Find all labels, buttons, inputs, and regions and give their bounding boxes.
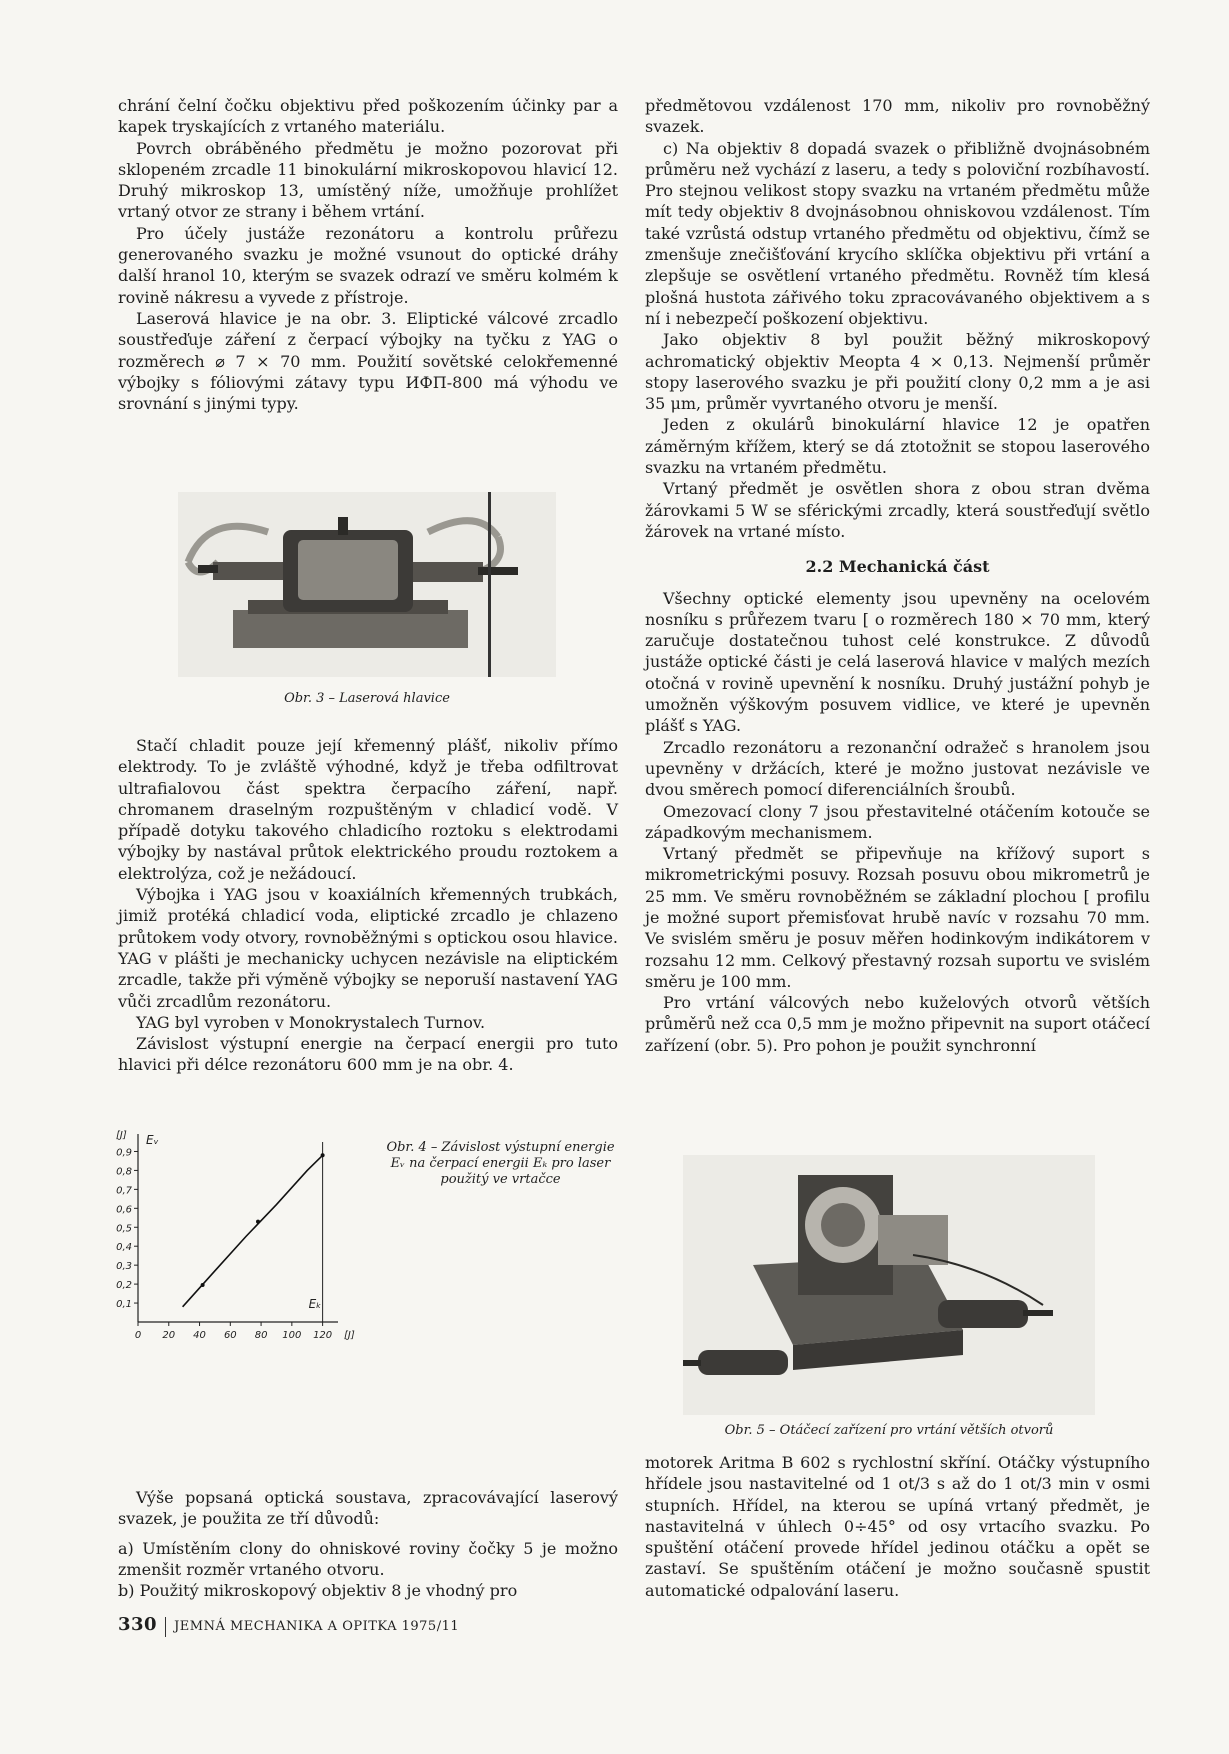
y-tick-label: 0,9 [116,1147,132,1159]
paragraph: Pro vrtání válcových nebo kuželových otvorů větších průměrů než cca 0,5 mm je možno připevnit na suport otáčecí zařízení (obr. 5). Pro pohon je použit synchronní [645,993,1150,1055]
section-heading: 2.2 Mechanická část [805,557,990,577]
paragraph: chrání čelní čočku objektivu před poškozením účinky par a kapek tryskajících z vrtaného materiálu. [118,96,618,137]
paragraph: Vrtaný předmět je osvětlen shora z obou stran dvěma žárovkami 5 W se sférickými zrcadly, která soustřeďují světlo žárovek na vrtané místo. [645,479,1150,541]
x-tick-label: 0 [134,1330,142,1341]
y-tick-label: 0,3 [116,1261,132,1273]
right-column-end [645,1452,1150,1601]
paragraph: motorek Aritma B 602 s rychlostní skříní. Otáčky výstupního hřídele jsou nastavitelné od 1 ot/3 s až do 1 ot/3 min v osmi stupních. Hřídel, na kterou se upíná vrtaný předmět, je nastavitelná v úhlech 0÷45° od osy vrtacího svazku. Po spuštění otáčení provede hřídel jedinou otáčku a opět se zastaví. Se spuštěním otáčení je možno současně spustit automatické odpalování laseru. [645,1453,1150,1600]
figure-3-caption: Obr. 3 – Laserová hlavice [284,691,450,706]
x-tick-label: 40 [193,1330,206,1341]
y-axis-label: Eᵥ [146,1133,159,1147]
paragraph: Laserová hlavice je na obr. 3. Eliptické válcové zrcadlo soustřeďuje záření z čerpací výbojky na tyčku z YAG o rozměrech ⌀ 7 × 70 mm. Použití sovětské celokřemenné výbojky s fóliovými zátavy typu ИФП-800 má výhodu ve srovnání s jinými typy. [118,308,618,414]
page-number: 330 [118,1614,158,1635]
paragraph: Výše popsaná optická soustava, zpracovávající laserový svazek, je použita ze tří důvodů: [118,1488,618,1529]
left-column [118,95,618,414]
paragraph: Všechny optické elementy jsou upevněny na ocelovém nosníku s průřezem tvaru [ o rozměrech 180 × 70 mm, který zaručuje dostatečnou tuhost celé konstrukce. Z důvodů justáže optické části je celá laserová hlavice v malých mezích otočná v rovině upevnění k nosníku. Druhý justážní pohyb je umožněn výškovým posuvem vidlice, ve které je upevněn plášť s YAG. [645,588,1150,736]
y-tick-label: 0,5 [116,1223,132,1235]
x-unit-label: [J] [344,1330,355,1341]
left-column-end [118,1487,618,1601]
paragraph: YAG byl vyroben v Monokrystalech Turnov. [136,1012,486,1032]
right-column [645,95,1150,1056]
x-tick-label: 60 [223,1330,237,1341]
y-tick-label: 0,4 [116,1242,132,1254]
paragraph: Stačí chladit pouze její křemenný plášť, nikoliv přímo elektrody. To je zvláště výhodné, když je třeba odfiltrovat ultrafialovou část spektra čerpacího záření, např. chromanem draselným rozpuštěným v chladicí vodě. V případě dotyku takového chladicího roztoku s elektrodami výbojky by nastával průtok elektrického proudu roztokem a elektrolýza, což je nežádoucí. [118,736,618,883]
paragraph: c) Na objektiv 8 dopadá svazek o přibližně dvojnásobném průměru než vychází z laseru, a tedy s poloviční rozbíhavostí. Pro stejnou velikost stopy svazku na vrtaném předmětu může mít tedy objektiv 8 dvojnásobnou ohniskovou vzdálenost. Tím také vzrůstá odstup vrtaného předmětu od objektivu, čímž se zmenšuje znečišťování krycího sklíčka objektivu při vrtání a zlepšuje se osvětlení vrtaného předmětu. Rovněž tím klesá plošná hustota zářivého toku zpracovávaného objektivem a s ní i nebezpečí poškození objektivu. [645,138,1150,328]
page-footer [118,1614,459,1637]
figure-4-chart [112,1126,382,1356]
journal-title: JEMNÁ MECHANIKA A OPITKA 1975/11 [174,1619,460,1634]
y-tick-label: 0,2 [116,1280,132,1292]
footer-divider [165,1617,166,1637]
figure-5-caption: Obr. 5 – Otáčecí zařízení pro vrtání větších otvorů [724,1423,1054,1438]
paragraph: Výbojka i YAG jsou v koaxiálních křemenných trubkách, jimiž protéká chladicí voda, eliptické zrcadlo je chlazeno průtokem vody otvory, rovnoběžnými s optickou osou hlavice. YAG v plášti je mechanicky uchycen nezávisle na eliptickém zrcadle, takže při výměně výbojky se neporuší nastavení YAG vůči zrcadlům rezonátoru. [118,885,618,1011]
y-unit-label: [J] [116,1130,127,1141]
paragraph: Pro účely justáže rezonátoru a kontrolu průřezu generovaného svazku je možné vsunout do optické dráhy další hranol 10, kterým se svazek odrazí ve směru kolmém k rovině nákresu a vyvede z přístroje. [118,223,618,307]
paragraph: Vrtaný předmět se připevňuje na křížový suport s mikrometrickými posuvy. Rozsah posuvu obou mikrometrů je 25 mm. Ve směru rovnoběžném se základní plochou [ profilu je možné suport přemisťovat hrubě navíc v rozsahu 70 mm. Ve svislém směru je posuv měřen hodinkovým indikátorem v rozsahu 12 mm. Celkový přestavný rozsah suportu ve svislém směru je 100 mm. [645,844,1150,991]
list-item: a) Umístěním clony do ohniskové roviny čočky 5 je možno zmenšit rozměr vrtaného otvoru. [118,1538,618,1579]
paragraph: Povrch obráběného předmětu je možno pozorovat při sklopeném zrcadle 11 binokulární mikroskopovou hlavicí 12. Druhý mikroskop 13, umístěný níže, umožňuje prohlížet vrtaný otvor ze strany i během vrtání. [118,138,618,222]
x-axis-label: Eₖ [308,1297,322,1311]
paragraph: Jako objektiv 8 byl použit běžný mikroskopový achromatický objektiv Meopta 4 × 0,13. Nejmenší průměr stopy laserového svazku je při použití clony 0,2 mm a je asi 35 μm, průměr vyvrtaného otvoru je menší. [645,330,1150,414]
y-tick-label: 0,8 [116,1166,132,1178]
paragraph: Zrcadlo rezonátoru a rezonanční odražeč s hranolem jsou upevněny v držácích, které je možno justovat nezávisle ve dvou směrech pomocí diferenciálních šroubů. [645,737,1150,800]
data-point [201,1283,205,1287]
paragraph: Jeden z okulárů binokulární hlavice 12 je opatřen záměrným křížem, který se dá ztotožnit se stopou laserového svazku na vrtaném předmětu. [645,415,1150,478]
y-tick-label: 0,6 [116,1204,132,1216]
paragraph: předmětovou vzdálenost 170 mm, nikoliv pro rovnoběžný svazek. [645,96,1150,137]
laser-head-illustration [178,492,556,677]
figure-3-photo [178,492,556,677]
figure-4-caption: Obr. 4 – Závislost výstupní energie Eᵥ na čerpací energii Eₖ pro laser použitý ve vrtačce [386,1140,615,1187]
x-tick-label: 100 [282,1330,302,1341]
paragraph: Závislost výstupní energie na čerpací energii pro tuto hlavici při délce rezonátoru 600 mm je na obr. 4. [118,1034,618,1075]
left-column-continued [118,735,618,1076]
rotation-device-illustration [683,1155,1095,1415]
figure-5-photo [683,1155,1095,1415]
data-point [321,1153,325,1157]
paragraph: Omezovací clony 7 jsou přestavitelné otáčením kotouče se západkovým mechanismem. [645,801,1150,842]
x-tick-label: 120 [313,1330,333,1341]
y-tick-label: 0,1 [116,1299,132,1311]
y-tick-label: 0,7 [116,1185,132,1197]
x-tick-label: 80 [254,1330,268,1341]
x-tick-label: 20 [162,1330,176,1341]
list-item: b) Použitý mikroskopový objektiv 8 je vhodný pro [118,1581,518,1601]
data-point [256,1220,260,1224]
